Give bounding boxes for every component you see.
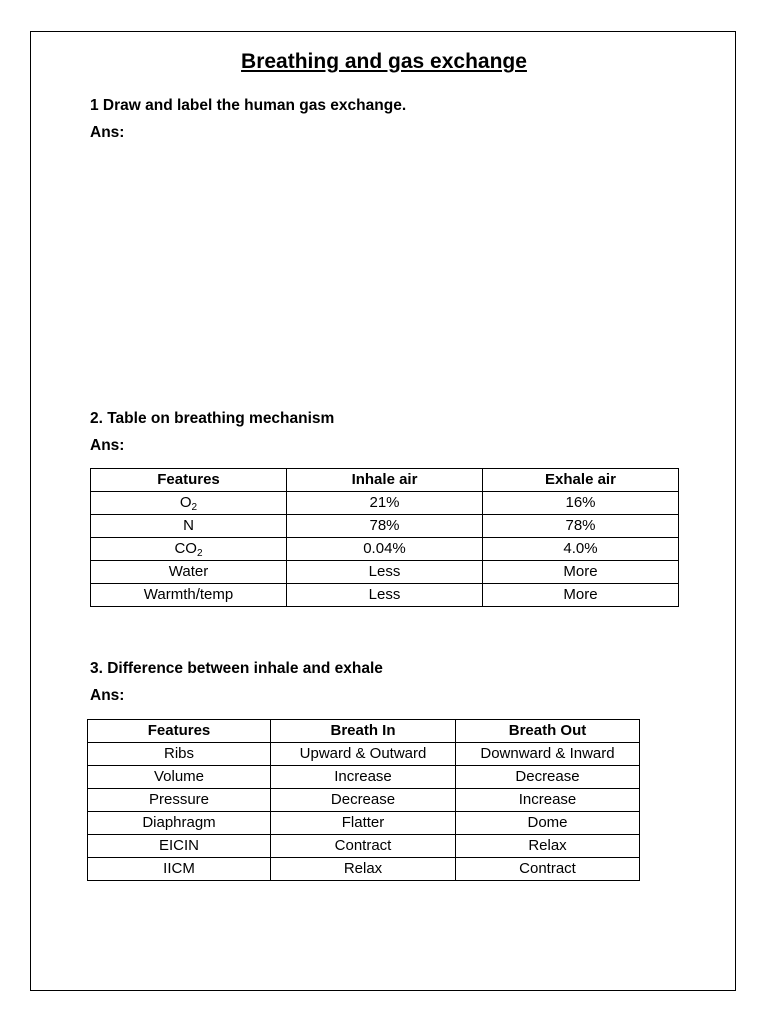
question-2: 2. Table on breathing mechanism	[90, 410, 335, 427]
breath-in-cell: Upward & Outward	[271, 743, 456, 766]
breath-out-cell: Dome	[456, 812, 640, 835]
column-header: Breath Out	[456, 720, 640, 743]
inhale-exhale-difference-table	[87, 719, 640, 881]
feature-cell: $O_2$	[91, 492, 287, 515]
inhale-cell: Less	[287, 561, 483, 584]
breath-in-cell: Increase	[271, 766, 456, 789]
column-header: Features	[88, 720, 271, 743]
feature-cell: N	[91, 515, 287, 538]
table-row	[91, 515, 679, 538]
feature-cell: EICIN	[88, 835, 271, 858]
feature-cell: Water	[91, 561, 287, 584]
column-header: Exhale air	[483, 469, 679, 492]
feature-cell: Pressure	[88, 789, 271, 812]
inhale-cell: Less	[287, 584, 483, 607]
exhale-cell: 78%	[483, 515, 679, 538]
table-row	[88, 835, 640, 858]
column-header: Breath In	[271, 720, 456, 743]
feature-cell: Ribs	[88, 743, 271, 766]
feature-cell: IICM	[88, 858, 271, 881]
table-row	[88, 858, 640, 881]
table-row	[91, 584, 679, 607]
feature-cell: Warmth/temp	[91, 584, 287, 607]
feature-cell: Diaphragm	[88, 812, 271, 835]
exhale-cell: More	[483, 584, 679, 607]
table-row	[88, 812, 640, 835]
breath-in-cell: Flatter	[271, 812, 456, 835]
column-header: Inhale air	[287, 469, 483, 492]
answer-label-1: Ans:	[90, 124, 125, 141]
exhale-cell: 16%	[483, 492, 679, 515]
table-row	[88, 743, 640, 766]
table-header-row	[91, 469, 679, 492]
breath-out-cell: Decrease	[456, 766, 640, 789]
answer-label-2: Ans:	[90, 437, 125, 454]
breath-in-cell: Contract	[271, 835, 456, 858]
table-row	[91, 492, 679, 515]
table-row	[88, 766, 640, 789]
exhale-cell: 4.0%	[483, 538, 679, 561]
question-3: 3. Difference between inhale and exhale	[90, 660, 383, 677]
breath-out-cell: Contract	[456, 858, 640, 881]
table-row	[88, 789, 640, 812]
table-header-row	[88, 720, 640, 743]
breath-in-cell: Decrease	[271, 789, 456, 812]
breath-out-cell: Downward & Inward	[456, 743, 640, 766]
answer-label-3: Ans:	[90, 687, 125, 704]
breath-out-cell: Relax	[456, 835, 640, 858]
breathing-mechanism-table	[90, 468, 679, 607]
inhale-cell: 78%	[287, 515, 483, 538]
inhale-cell: 21%	[287, 492, 483, 515]
table-row	[91, 561, 679, 584]
exhale-cell: More	[483, 561, 679, 584]
breath-out-cell: Increase	[456, 789, 640, 812]
page-title: Breathing and gas exchange	[241, 50, 527, 73]
question-1: 1 Draw and label the human gas exchange.	[90, 97, 407, 114]
feature-cell: $CO_2$	[91, 538, 287, 561]
feature-cell: Volume	[88, 766, 271, 789]
column-header: Features	[91, 469, 287, 492]
inhale-cell: 0.04%	[287, 538, 483, 561]
breath-in-cell: Relax	[271, 858, 456, 881]
table-row	[91, 538, 679, 561]
